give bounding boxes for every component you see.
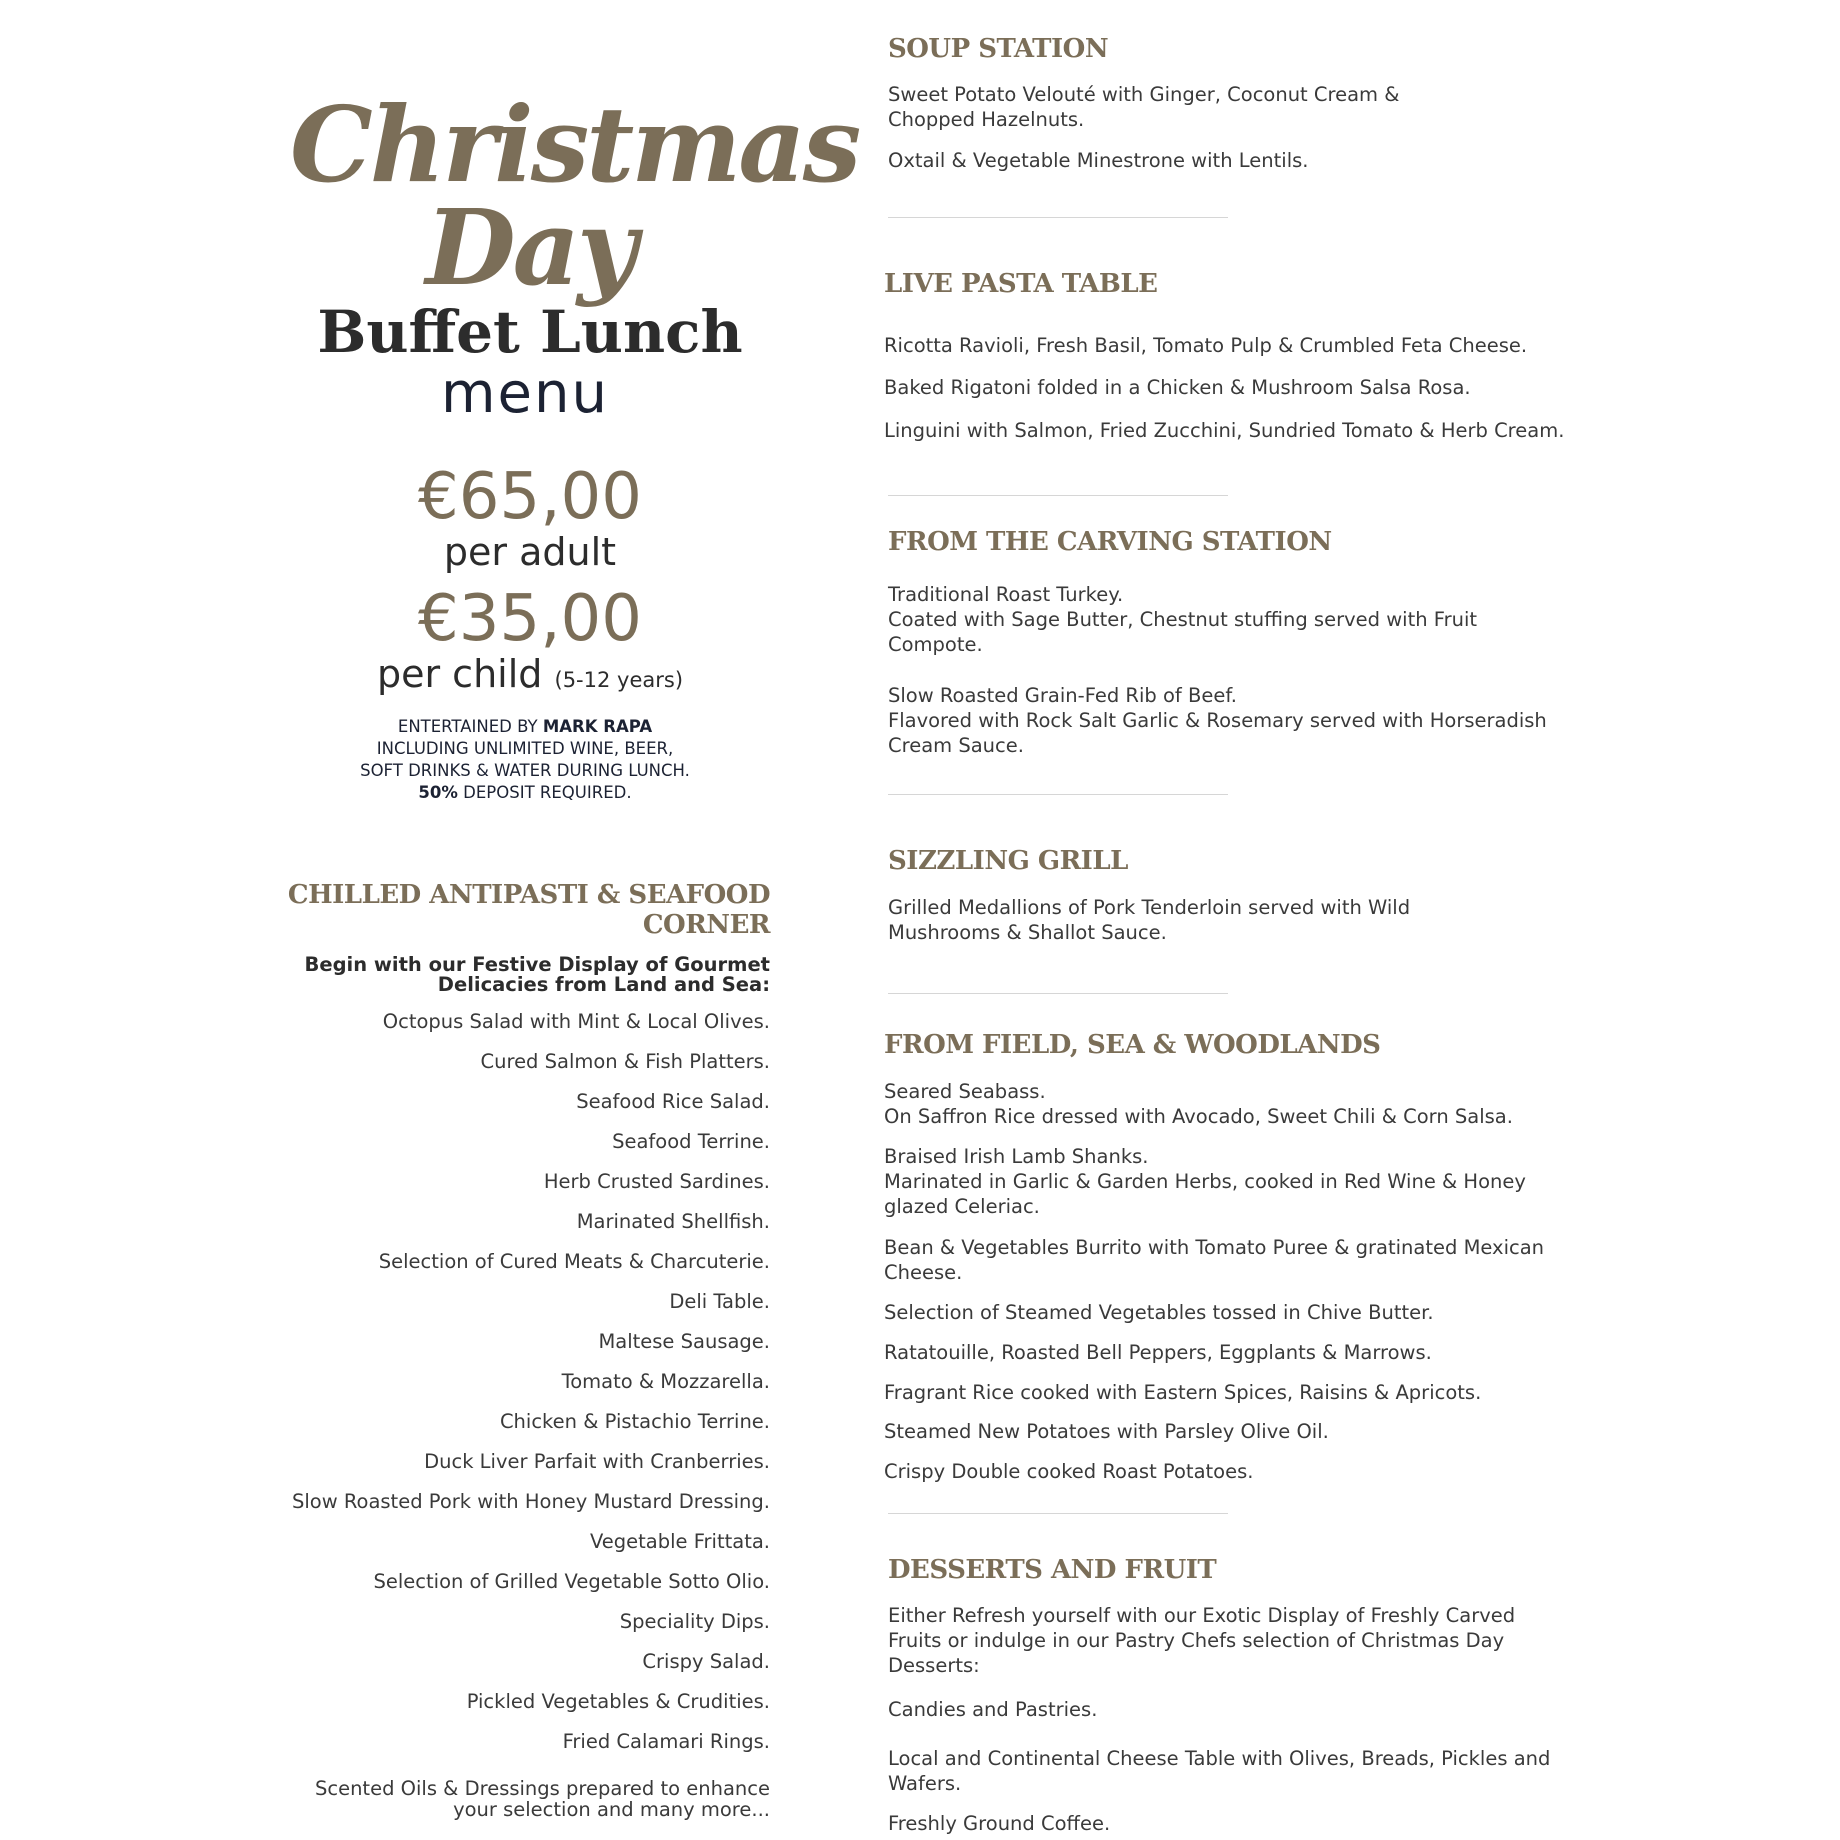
field-item-8: Crispy Double cooked Roast Potatoes. [884,1460,1254,1483]
carving-heading: FROM THE CARVING STATION [888,527,1332,557]
antipasti-item: Octopus Salad with Mint & Local Olives. [382,1010,770,1033]
section-divider [888,993,1228,994]
grill-heading: SIZZLING GRILL [888,846,1128,876]
field-item-3 [884,1235,1584,1285]
antipasti-heading-line1: CHILLED ANTIPASTI & SEAFOOD [287,880,770,910]
antipasti-closing-line1: Scented Oils & Dressings prepared to enhance [314,1777,770,1800]
grill-item-1-line2: Mushrooms & Shallot Sauce. [888,921,1167,944]
antipasti-intro-line1: Begin with our Festive Display of Gourmet [304,953,770,976]
pasta-heading: LIVE PASTA TABLE [884,269,1158,299]
desserts-heading: DESSERTS AND FRUIT [888,1555,1217,1585]
antipasti-item: Seafood Rice Salad. [576,1090,770,1113]
antipasti-item: Marinated Shellfish. [576,1210,770,1233]
field-item-2 [884,1144,1584,1219]
inclusions-line2: SOFT DRINKS & WATER DURING LUNCH. [360,761,690,780]
pasta-item-3: Linguini with Salmon, Fried Zucchini, Sundried Tomato & Herb Cream. [884,419,1565,442]
desserts-intro-line1: Either Refresh yourself with our Exotic Display of Freshly Carved [888,1604,1516,1627]
deposit-line [280,782,770,804]
section-divider [888,217,1228,218]
package-notes [280,716,770,804]
grill-item-1-line1: Grilled Medallions of Pork Tenderloin served with Wild [888,896,1411,919]
antipasti-item: Slow Roasted Pork with Honey Mustard Dressing. [291,1490,770,1513]
antipasti-closing [280,1778,770,1820]
antipasti-item: Deli Table. [669,1290,770,1313]
carving-item-2 [888,683,1588,758]
entertained-prefix: ENTERTAINED BY [397,717,538,736]
soup-heading: SOUP STATION [888,34,1109,64]
desserts-intro [888,1603,1588,1678]
antipasti-item: Duck Liver Parfait with Cranberries. [424,1450,770,1473]
pasta-item-1: Ricotta Ravioli, Fresh Basil, Tomato Pulp & Crumbled Feta Cheese. [884,334,1528,357]
field-item-2-line3: glazed Celeriac. [884,1195,1040,1218]
child-age-range: (5-12 years) [554,668,684,692]
adult-price: €65,00 [418,460,642,534]
child-price: €35,00 [418,582,642,656]
antipasti-item: Tomato & Mozzarella. [561,1370,770,1393]
field-item-1 [884,1079,1584,1129]
field-item-3-line2: Cheese. [884,1261,963,1284]
carving-item-1-line1: Traditional Roast Turkey. [888,583,1124,606]
field-item-4: Selection of Steamed Vegetables tossed in Chive Butter. [884,1301,1434,1324]
desserts-intro-line3: Desserts: [888,1654,980,1677]
desserts-item-2-line1: Local and Continental Cheese Table with Olives, Breads, Pickles and [888,1747,1551,1770]
soup-item-1-line2: Chopped Hazelnuts. [888,108,1085,131]
adult-price-label: per adult [443,530,617,574]
antipasti-item: Vegetable Frittata. [589,1530,770,1553]
antipasti-intro-line2: Delicacies from Land and Sea: [437,973,770,996]
section-divider [888,495,1228,496]
field-item-5: Ratatouille, Roasted Bell Peppers, Eggplants & Marrows. [884,1341,1432,1364]
field-item-1-line1: Seared Seabass. [884,1080,1046,1103]
carving-item-2-line1: Slow Roasted Grain-Fed Rib of Beef. [888,684,1237,707]
grill-item-1 [888,895,1588,945]
antipasti-intro [280,955,770,995]
child-price-label-row [280,652,780,702]
antipasti-item: Cured Salmon & Fish Platters. [480,1050,770,1073]
carving-item-1 [888,582,1588,657]
field-item-2-line2: Marinated in Garlic & Garden Herbs, cooked in Red Wine & Honey [884,1170,1526,1193]
subtitle-menu: menu [441,361,609,426]
soup-item-1-line1: Sweet Potato Velouté with Ginger, Coconut Cream & [888,83,1400,106]
entertainment-line [280,716,770,738]
antipasti-item: Pickled Vegetables & Crudities. [466,1690,770,1713]
desserts-item-2-line2: Wafers. [888,1772,962,1795]
child-price-label: per child [376,652,543,696]
field-item-7: Steamed New Potatoes with Parsley Olive Oil. [884,1420,1329,1443]
entertainer-name: MARK RAPA [542,717,653,736]
field-heading: FROM FIELD, SEA & WOODLANDS [884,1030,1381,1060]
antipasti-item: Seafood Terrine. [612,1130,770,1153]
antipasti-list [270,1010,770,1770]
antipasti-heading [280,880,770,940]
antipasti-item: Speciality Dips. [619,1610,770,1633]
antipasti-item: Selection of Grilled Vegetable Sotto Olio. [373,1570,770,1593]
title-day: Day [425,186,635,309]
antipasti-item: Fried Calamari Rings. [562,1730,770,1753]
inclusions-line1: INCLUDING UNLIMITED WINE, BEER, [376,739,674,758]
carving-item-2-line3: Cream Sauce. [888,734,1024,757]
field-item-3-line1: Bean & Vegetables Burrito with Tomato Puree & gratinated Mexican [884,1236,1545,1259]
antipasti-item: Maltese Sausage. [598,1330,770,1353]
desserts-intro-line2: Fruits or indulge in our Pastry Chefs selection of Christmas Day [888,1629,1505,1652]
deposit-text: DEPOSIT REQUIRED. [463,783,632,802]
antipasti-closing-line2: your selection and many more... [453,1798,770,1821]
field-item-2-line1: Braised Irish Lamb Shanks. [884,1145,1149,1168]
antipasti-item: Selection of Cured Meats & Charcuterie. [378,1250,770,1273]
antipasti-item: Crispy Salad. [642,1650,770,1673]
title-christmas: Christmas [290,83,859,206]
deposit-percent: 50% [418,783,458,802]
antipasti-item: Chicken & Pistachio Terrine. [499,1410,770,1433]
antipasti-heading-line2: CORNER [642,910,770,940]
desserts-item-1: Candies and Pastries. [888,1698,1098,1721]
field-item-6: Fragrant Rice cooked with Eastern Spices, Raisins & Apricots. [884,1381,1482,1404]
pasta-item-2: Baked Rigatoni folded in a Chicken & Mushroom Salsa Rosa. [884,376,1471,399]
field-item-1-line2: On Saffron Rice dressed with Avocado, Sweet Chili & Corn Salsa. [884,1105,1513,1128]
carving-item-2-line2: Flavored with Rock Salt Garlic & Rosemary served with Horseradish [888,709,1547,732]
carving-item-1-line2: Coated with Sage Butter, Chestnut stuffing served with Fruit [888,608,1478,631]
soup-item-1 [888,82,1588,132]
soup-item-2: Oxtail & Vegetable Minestrone with Lentils. [888,149,1309,172]
antipasti-item: Herb Crusted Sardines. [543,1170,770,1193]
desserts-item-3: Freshly Ground Coffee. [888,1812,1111,1835]
subtitle-buffet-lunch: Buffet Lunch [317,298,743,366]
section-divider [888,1513,1228,1514]
section-divider [888,794,1228,795]
desserts-item-2 [888,1746,1588,1796]
carving-item-1-line3: Compote. [888,633,983,656]
